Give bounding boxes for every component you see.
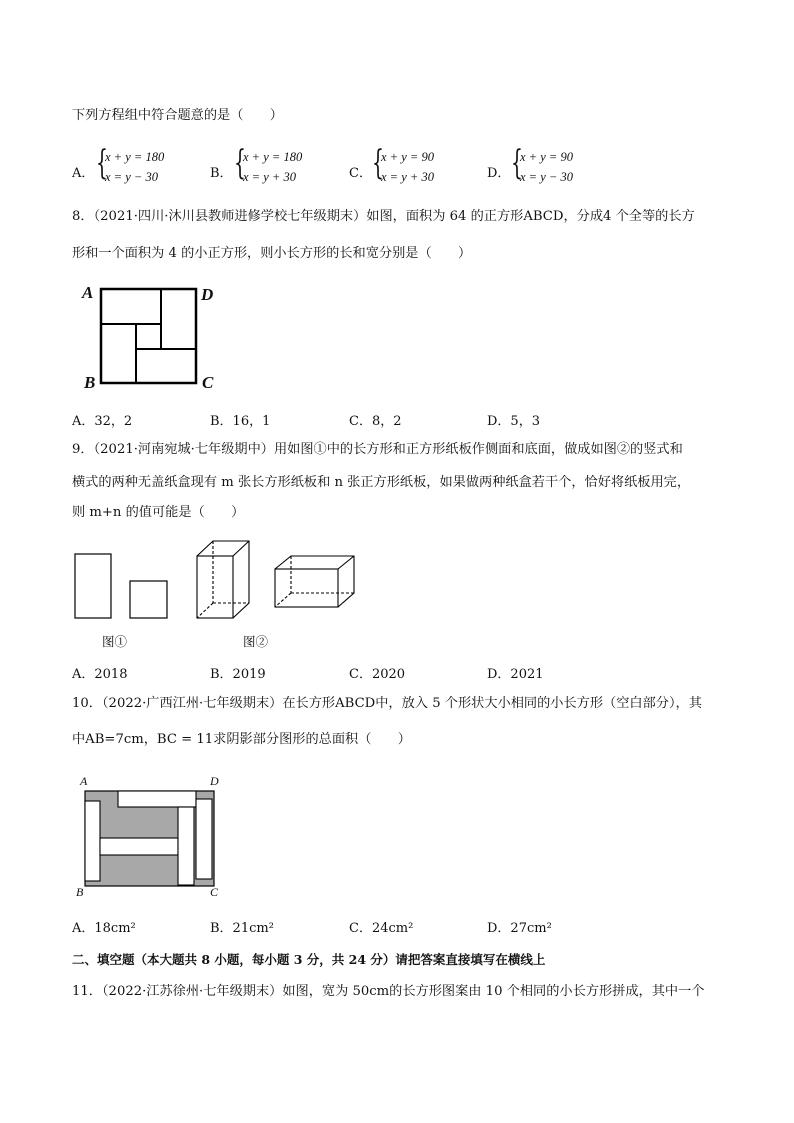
q8-figure — [80, 282, 220, 394]
q9-option-b: B．2019 — [210, 667, 266, 682]
q9-line3: 则 m+n 的值可能是（ ） — [72, 505, 245, 520]
q7-option-c-eq2: x = y + 30 — [381, 170, 434, 184]
q7-option-c-brace: { — [372, 143, 384, 183]
q9-figure-svg — [72, 538, 362, 623]
q9-fig1-label: 图① — [102, 634, 128, 649]
q7-option-c-system — [381, 147, 434, 187]
q10-option-c: C．24cm² — [349, 921, 414, 936]
q7-option-b-system — [243, 147, 302, 187]
q7-option-a-eq2: x = y − 30 — [105, 170, 158, 184]
q8-line2: 形和一个面积为 4 的小正方形，则小长方形的长和宽分别是（ ） — [72, 246, 472, 261]
q8-figure-svg — [80, 282, 220, 394]
q9-line2: 横式的两种无盖纸盒现有 m 张长方形纸板和 n 张正方形纸板，如果做两种纸盒若干个，恰好将纸板用完， — [72, 475, 691, 490]
q10-line2: 中AB=7cm，BC = 11求阴影部分图形的总面积（ ） — [72, 732, 411, 747]
q8-line1: 8．（2021·四川·沐川县教师进修学校七年级期末）如图，面积为 64 的正方形ABCD，分成4 个全等的长方 — [72, 209, 695, 224]
q8-option-a: A．32，2 — [72, 414, 133, 429]
q7-option-d-brace: { — [511, 143, 523, 183]
q10-line1: 10．（2022·广西江州·七年级期末）在长方形ABCD中，放入 5 个形状大小相同的小长方形（空白部分），其 — [72, 696, 702, 711]
q8-option-d: D．5，3 — [487, 414, 540, 429]
q7-option-c-eq1: x + y = 90 — [381, 150, 434, 164]
q9-option-a: A．2018 — [72, 667, 128, 682]
q7-option-d-system — [520, 147, 573, 187]
q7-option-a-system — [105, 147, 164, 187]
q7-option-d-eq1: x + y = 90 — [520, 150, 573, 164]
q9-option-d: D．2021 — [487, 667, 544, 682]
q8-option-c: C．8，2 — [349, 414, 402, 429]
q8-option-b: B．16，1 — [210, 414, 271, 429]
q7-option-b-brace: { — [234, 143, 246, 183]
q10-vertex-c: C — [210, 885, 219, 899]
q9-figure — [72, 538, 362, 653]
q10-option-a: A．18cm² — [72, 921, 136, 936]
q7-option-a-eq1: x + y = 180 — [105, 150, 165, 164]
q7-option-c-label: C． — [349, 166, 372, 181]
q10-figure-svg — [72, 770, 232, 905]
q9-fig2-label: 图② — [243, 634, 269, 649]
q8-vertex-a: A — [82, 283, 94, 302]
q11-line1: 11．（2022·江苏徐州·七年级期末）如图，宽为 50cm的长方形图案由 10 个相同的小长方形拼成，其中一个 — [72, 984, 705, 999]
q10-vertex-d: D — [210, 774, 219, 788]
q10-vertex-a: A — [80, 774, 88, 788]
q7-option-a-label: A． — [72, 166, 95, 181]
q7-option-b-label: B． — [210, 166, 233, 181]
q7-option-b-eq2: x = y + 30 — [243, 170, 296, 184]
q8-vertex-b: B — [84, 373, 96, 392]
q10-option-d: D．27cm² — [487, 921, 552, 936]
q8-vertex-d: D — [201, 285, 214, 304]
q7-option-b-eq1: x + y = 180 — [243, 150, 303, 164]
q9-option-c: C．2020 — [349, 667, 406, 682]
q7-stem: 下列方程组中符合题意的是（ ） — [72, 108, 283, 123]
q9-line1: 9．（2021·河南宛城·七年级期中）用如图①中的长方形和正方形纸板作侧面和底面，做成如图②的竖式和 — [72, 442, 683, 457]
q8-vertex-c: C — [202, 373, 214, 392]
q7-option-a-brace: { — [96, 143, 108, 183]
section-heading-fill-blank: 二、填空题（本大题共 8 小题，每小题 3 分，共 24 分）请把答案直接填写在横线上 — [72, 952, 546, 967]
q10-vertex-b: B — [76, 885, 84, 899]
q7-option-d-eq2: x = y − 30 — [520, 170, 573, 184]
q7-option-d-label: D． — [487, 166, 511, 181]
q10-figure — [72, 770, 232, 905]
q10-option-b: B．21cm² — [210, 921, 274, 936]
